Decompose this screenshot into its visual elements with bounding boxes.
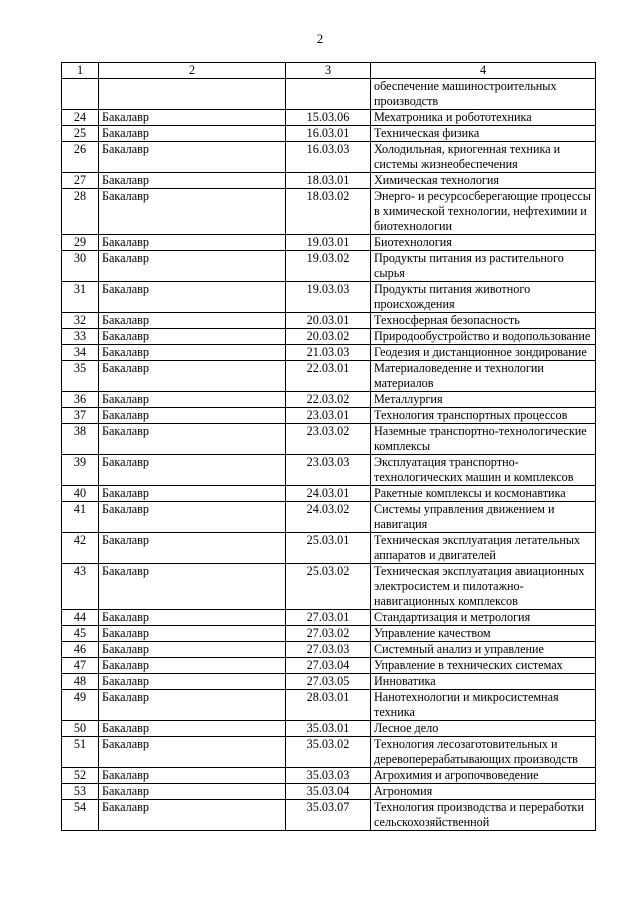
degree-level-cell: Бакалавр bbox=[99, 658, 286, 674]
table-row bbox=[62, 235, 596, 251]
program-name-cell: Ракетные комплексы и космонавтика bbox=[371, 486, 596, 502]
program-code-cell bbox=[286, 79, 371, 110]
program-name-cell: Технология лесозаготовительных и деревоперерабатывающих производств bbox=[371, 737, 596, 768]
degree-level-cell: Бакалавр bbox=[99, 486, 286, 502]
degree-level-cell: Бакалавр bbox=[99, 361, 286, 392]
table-row bbox=[62, 502, 596, 533]
degree-level-cell: Бакалавр bbox=[99, 251, 286, 282]
row-number-cell: 44 bbox=[62, 610, 99, 626]
row-number-cell: 34 bbox=[62, 345, 99, 361]
degree-level-cell: Бакалавр bbox=[99, 626, 286, 642]
table-row bbox=[62, 142, 596, 173]
degree-level-cell: Бакалавр bbox=[99, 235, 286, 251]
table-row bbox=[62, 424, 596, 455]
program-code-cell: 15.03.06 bbox=[286, 110, 371, 126]
degree-level-cell: Бакалавр bbox=[99, 610, 286, 626]
table-row bbox=[62, 626, 596, 642]
program-name-cell: Техническая физика bbox=[371, 126, 596, 142]
program-code-cell: 27.03.05 bbox=[286, 674, 371, 690]
table-header-row bbox=[62, 63, 596, 79]
program-name-cell: Металлургия bbox=[371, 392, 596, 408]
row-number-cell: 38 bbox=[62, 424, 99, 455]
program-name-cell: Системный анализ и управление bbox=[371, 642, 596, 658]
table-row bbox=[62, 674, 596, 690]
degree-level-cell: Бакалавр bbox=[99, 345, 286, 361]
table-row bbox=[62, 79, 596, 110]
degree-level-cell: Бакалавр bbox=[99, 424, 286, 455]
specialties-table bbox=[61, 62, 596, 831]
row-number-cell: 51 bbox=[62, 737, 99, 768]
program-code-cell: 19.03.03 bbox=[286, 282, 371, 313]
row-number-cell: 43 bbox=[62, 564, 99, 610]
table-row bbox=[62, 408, 596, 424]
program-code-cell: 23.03.01 bbox=[286, 408, 371, 424]
program-code-cell: 27.03.04 bbox=[286, 658, 371, 674]
row-number-cell: 32 bbox=[62, 313, 99, 329]
row-number-cell: 53 bbox=[62, 784, 99, 800]
program-name-cell: Инноватика bbox=[371, 674, 596, 690]
program-code-cell: 35.03.03 bbox=[286, 768, 371, 784]
row-number-cell: 25 bbox=[62, 126, 99, 142]
degree-level-cell bbox=[99, 79, 286, 110]
program-code-cell: 16.03.01 bbox=[286, 126, 371, 142]
table-row bbox=[62, 313, 596, 329]
table-row bbox=[62, 392, 596, 408]
table-row bbox=[62, 784, 596, 800]
degree-level-cell: Бакалавр bbox=[99, 282, 286, 313]
program-name-cell: Техносферная безопасность bbox=[371, 313, 596, 329]
degree-level-cell: Бакалавр bbox=[99, 189, 286, 235]
degree-level-cell: Бакалавр bbox=[99, 564, 286, 610]
table-row bbox=[62, 189, 596, 235]
program-name-cell: Техническая эксплуатация авиационных электросистем и пилотажно-навигационных комплексов bbox=[371, 564, 596, 610]
program-code-cell: 20.03.01 bbox=[286, 313, 371, 329]
program-name-cell: Нанотехнологии и микросистемная техника bbox=[371, 690, 596, 721]
degree-level-cell: Бакалавр bbox=[99, 502, 286, 533]
program-name-cell: Системы управления движением и навигация bbox=[371, 502, 596, 533]
program-name-cell: Агрохимия и агропочвоведение bbox=[371, 768, 596, 784]
column-header: 2 bbox=[99, 63, 286, 79]
table-row bbox=[62, 110, 596, 126]
program-name-cell: Мехатроника и робототехника bbox=[371, 110, 596, 126]
table-row bbox=[62, 486, 596, 502]
table-row bbox=[62, 126, 596, 142]
degree-level-cell: Бакалавр bbox=[99, 784, 286, 800]
program-name-cell: Технология производства и переработки сельскохозяйственной bbox=[371, 800, 596, 831]
row-number-cell: 28 bbox=[62, 189, 99, 235]
row-number-cell: 50 bbox=[62, 721, 99, 737]
degree-level-cell: Бакалавр bbox=[99, 768, 286, 784]
degree-level-cell: Бакалавр bbox=[99, 408, 286, 424]
program-code-cell: 27.03.02 bbox=[286, 626, 371, 642]
degree-level-cell: Бакалавр bbox=[99, 533, 286, 564]
row-number-cell: 47 bbox=[62, 658, 99, 674]
program-name-cell: Управление в технических системах bbox=[371, 658, 596, 674]
program-code-cell: 23.03.03 bbox=[286, 455, 371, 486]
row-number-cell: 24 bbox=[62, 110, 99, 126]
program-code-cell: 22.03.02 bbox=[286, 392, 371, 408]
program-code-cell: 22.03.01 bbox=[286, 361, 371, 392]
degree-level-cell: Бакалавр bbox=[99, 690, 286, 721]
program-name-cell: Техническая эксплуатация летательных аппаратов и двигателей bbox=[371, 533, 596, 564]
row-number-cell: 27 bbox=[62, 173, 99, 189]
table-row bbox=[62, 768, 596, 784]
table-row bbox=[62, 610, 596, 626]
program-name-cell: Природообустройство и водопользование bbox=[371, 329, 596, 345]
program-code-cell: 24.03.01 bbox=[286, 486, 371, 502]
row-number-cell: 36 bbox=[62, 392, 99, 408]
row-number-cell: 41 bbox=[62, 502, 99, 533]
degree-level-cell: Бакалавр bbox=[99, 126, 286, 142]
table-row bbox=[62, 737, 596, 768]
degree-level-cell: Бакалавр bbox=[99, 110, 286, 126]
program-code-cell: 18.03.02 bbox=[286, 189, 371, 235]
row-number-cell: 29 bbox=[62, 235, 99, 251]
degree-level-cell: Бакалавр bbox=[99, 455, 286, 486]
row-number-cell: 39 bbox=[62, 455, 99, 486]
table-row bbox=[62, 533, 596, 564]
program-name-cell: Технология транспортных процессов bbox=[371, 408, 596, 424]
row-number-cell: 46 bbox=[62, 642, 99, 658]
row-number-cell: 40 bbox=[62, 486, 99, 502]
degree-level-cell: Бакалавр bbox=[99, 674, 286, 690]
program-code-cell: 19.03.01 bbox=[286, 235, 371, 251]
degree-level-cell: Бакалавр bbox=[99, 642, 286, 658]
degree-level-cell: Бакалавр bbox=[99, 313, 286, 329]
row-number-cell: 33 bbox=[62, 329, 99, 345]
program-code-cell: 35.03.04 bbox=[286, 784, 371, 800]
row-number-cell: 42 bbox=[62, 533, 99, 564]
table-row bbox=[62, 721, 596, 737]
table-row bbox=[62, 361, 596, 392]
table-row bbox=[62, 329, 596, 345]
row-number-cell: 49 bbox=[62, 690, 99, 721]
program-code-cell: 19.03.02 bbox=[286, 251, 371, 282]
table-row bbox=[62, 282, 596, 313]
program-name-cell: Управление качеством bbox=[371, 626, 596, 642]
page-number: 2 bbox=[316, 31, 324, 46]
program-name-cell: Продукты питания из растительного сырья bbox=[371, 251, 596, 282]
row-number-cell: 26 bbox=[62, 142, 99, 173]
program-name-cell: Агрономия bbox=[371, 784, 596, 800]
row-number-cell: 52 bbox=[62, 768, 99, 784]
program-name-cell: обеспечение машиностроительных производств bbox=[371, 79, 596, 110]
row-number-cell: 45 bbox=[62, 626, 99, 642]
row-number-cell: 37 bbox=[62, 408, 99, 424]
row-number-cell: 35 bbox=[62, 361, 99, 392]
program-code-cell: 35.03.01 bbox=[286, 721, 371, 737]
program-code-cell: 27.03.03 bbox=[286, 642, 371, 658]
program-name-cell: Наземные транспортно-технологические комплексы bbox=[371, 424, 596, 455]
program-code-cell: 25.03.02 bbox=[286, 564, 371, 610]
degree-level-cell: Бакалавр bbox=[99, 721, 286, 737]
table-row bbox=[62, 658, 596, 674]
column-header: 1 bbox=[62, 63, 99, 79]
table-row bbox=[62, 251, 596, 282]
program-name-cell: Лесное дело bbox=[371, 721, 596, 737]
degree-level-cell: Бакалавр bbox=[99, 737, 286, 768]
program-code-cell: 23.03.02 bbox=[286, 424, 371, 455]
table-row bbox=[62, 455, 596, 486]
program-name-cell: Стандартизация и метрология bbox=[371, 610, 596, 626]
program-code-cell: 25.03.01 bbox=[286, 533, 371, 564]
table-row bbox=[62, 173, 596, 189]
program-name-cell: Химическая технология bbox=[371, 173, 596, 189]
degree-level-cell: Бакалавр bbox=[99, 329, 286, 345]
row-number-cell: 48 bbox=[62, 674, 99, 690]
table-row bbox=[62, 564, 596, 610]
row-number-cell: 54 bbox=[62, 800, 99, 831]
degree-level-cell: Бакалавр bbox=[99, 173, 286, 189]
program-name-cell: Эксплуатация транспортно-технологических машин и комплексов bbox=[371, 455, 596, 486]
degree-level-cell: Бакалавр bbox=[99, 800, 286, 831]
program-code-cell: 24.03.02 bbox=[286, 502, 371, 533]
program-code-cell: 28.03.01 bbox=[286, 690, 371, 721]
program-name-cell: Энерго- и ресурсосберегающие процессы в химической технологии, нефтехимии и биотехнологии bbox=[371, 189, 596, 235]
degree-level-cell: Бакалавр bbox=[99, 142, 286, 173]
table-row bbox=[62, 345, 596, 361]
program-code-cell: 27.03.01 bbox=[286, 610, 371, 626]
table-row bbox=[62, 642, 596, 658]
table-row bbox=[62, 800, 596, 831]
program-code-cell: 21.03.03 bbox=[286, 345, 371, 361]
row-number-cell: 31 bbox=[62, 282, 99, 313]
column-header: 4 bbox=[371, 63, 596, 79]
program-code-cell: 18.03.01 bbox=[286, 173, 371, 189]
program-code-cell: 16.03.03 bbox=[286, 142, 371, 173]
program-name-cell: Материаловедение и технологии материалов bbox=[371, 361, 596, 392]
program-code-cell: 35.03.07 bbox=[286, 800, 371, 831]
row-number-cell: 30 bbox=[62, 251, 99, 282]
column-header: 3 bbox=[286, 63, 371, 79]
program-code-cell: 35.03.02 bbox=[286, 737, 371, 768]
program-code-cell: 20.03.02 bbox=[286, 329, 371, 345]
degree-level-cell: Бакалавр bbox=[99, 392, 286, 408]
program-name-cell: Продукты питания животного происхождения bbox=[371, 282, 596, 313]
table-row bbox=[62, 690, 596, 721]
program-name-cell: Холодильная, криогенная техника и системы жизнеобеспечения bbox=[371, 142, 596, 173]
program-name-cell: Биотехнология bbox=[371, 235, 596, 251]
program-name-cell: Геодезия и дистанционное зондирование bbox=[371, 345, 596, 361]
row-number-cell bbox=[62, 79, 99, 110]
